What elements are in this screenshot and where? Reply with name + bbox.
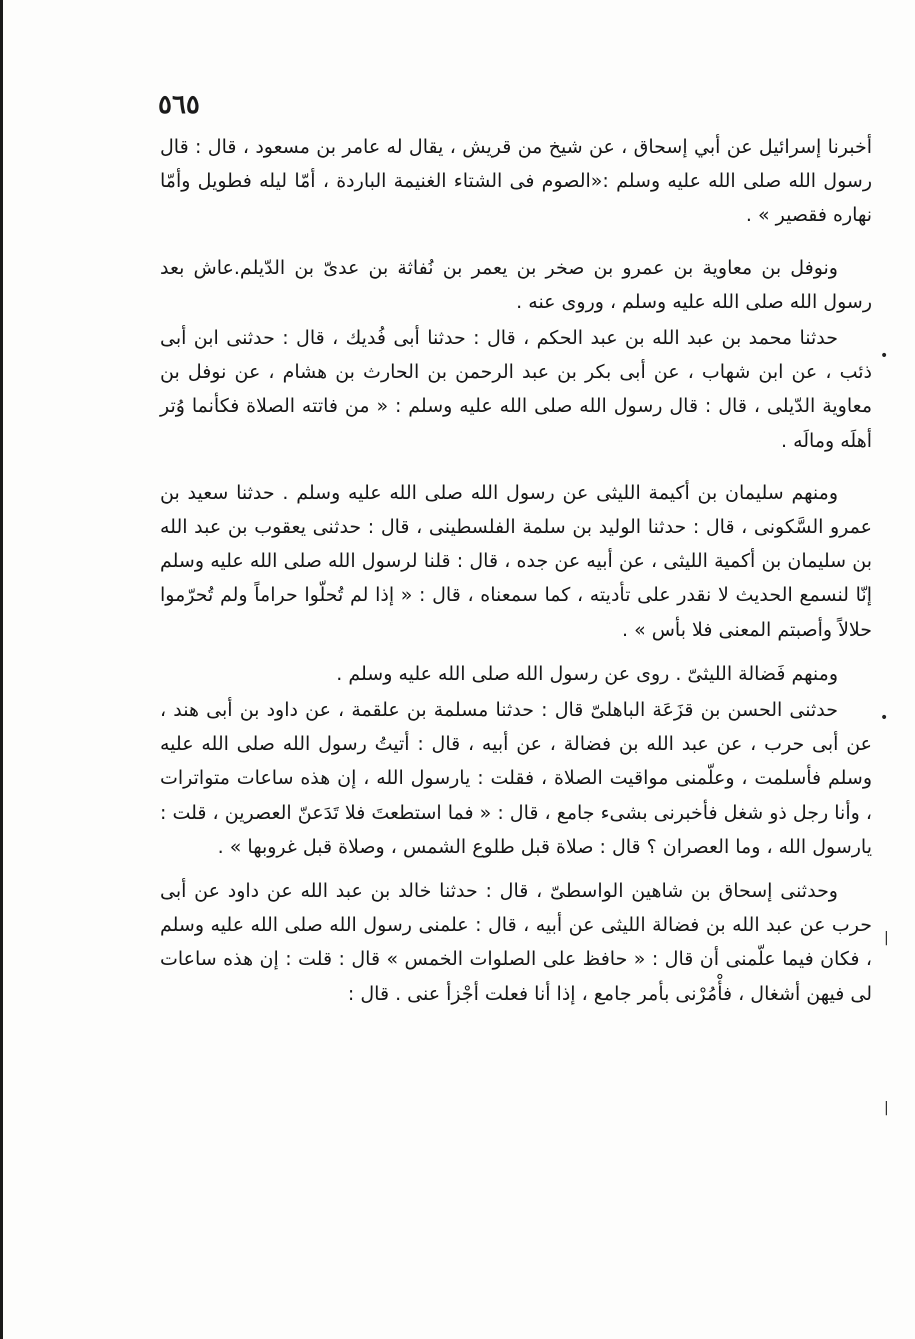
body-text [160,130,872,1011]
paragraph-fadala-hadith: حدثنى الحسن بن قزَعَة الباهلىّ قال : حدثنا مسلمة بن علقمة ، عن داود بن أبى هند ، عن أبى حرب ، عن عبد الله بن فضالة ، عن أبيه ، قال : أتيتُ رسول الله صلى الله عليه وسلم فأسلمت ، وعلّمنى مواقيت الصلاة ، فقلت : يارسول الله ، إن هذه ساعات متواترات ، وأنا رجل ذو شغل فأخبرنى بشىء جامع ، قال : « فما استطعتَ فلا تَدَعنّ العصرين ، قلت : يارسول الله ، وما العصران ؟ قال : صلاة قبل طلوع الشمس ، وصلاة قبل غروبها » . [160,699,872,858]
margin-tick: | [884,930,889,946]
margin-dot: • [880,710,889,726]
paragraph-nawfal-hadith: حدثنا محمد بن عبد الله بن عبد الحكم ، قال : حدثنا أبى فُديك ، قال : حدثنى ابن أبى ذئب ، عن ابن شهاب ، عن أبى بكر بن عبد الرحمن بن الحارث بن هشام ، عن نوفل بن معاوية الدّيلى ، قال : قال رسول الله صلى الله عليه وسلم : « من فاتته الصلاة فكأنما وُتر أهلَه ومالَه . [160,327,872,452]
paragraph-sulayman-hadith: ومنهم سليمان بن أكيمة الليثى عن رسول الله صلى الله عليه وسلم . حدثنا سعيد بن عمرو السَّكونى ، قال : حدثنا الوليد بن سلمة الفلسطينى ، قال : حدثنى يعقوب بن عبد الله بن سليمان بن أكمية الليثى ، عن أبيه عن جده ، قال : قلنا لرسول الله صلى الله عليه وسلم إنّا لنسمع الحديث لا نقدر على تأديته ، كما سمعناه ، قال : « إذا لم تُحلّوا حراماً ولم تُحرّموا حلالاً وأصبتم المعنى فلا بأس » . [160,481,872,641]
margin-dot: • [880,348,889,364]
margin-tick: | [884,1100,889,1116]
paragraph-nawfal-bio: ونوفل بن معاوية بن عمرو بن صخر بن يعمر بن نُفاثة بن عدىّ بن الدّيلم.عاش بعد رسول الله صلى الله عليه وسلم ، وروى عنه . [160,256,872,313]
page-number: ٥٦٥ [158,90,200,120]
page-binding-edge [0,0,3,1339]
paragraph-ishaq-hadith: وحدثنى إسحاق بن شاهين الواسطىّ ، قال : حدثنا خالد بن عبد الله عن داود عن أبى حرب عن عبد الله بن فضالة الليثى عن أبيه ، قال : علمنى رسول الله صلى الله عليه وسلم ، فكان فيما علّمنى أن قال : « حافظ على الصلوات الخمس » قال : قلت : إن هذه ساعات لى فيهن أشغال ، فأْمُرْنى بأمر جامع ، إذا أنا فعلت أجْزأ عنى . قال : [160,880,872,1005]
paragraph-fadala-intro: ومنهم فَضالة الليثىّ . روى عن رسول الله صلى الله عليه وسلم . [336,662,838,685]
paragraph-hadith-winter-fasting: أخبرنا إسرائيل عن أبي إسحاق ، عن شيخ من قريش ، يقال له عامر بن مسعود ، قال : قال رسول الله صلى الله عليه وسلم :«الصوم فى الشتاء الغنيمة الباردة ، أمّا ليله فطويل وأمّا نهاره فقصير » . [160,136,872,227]
